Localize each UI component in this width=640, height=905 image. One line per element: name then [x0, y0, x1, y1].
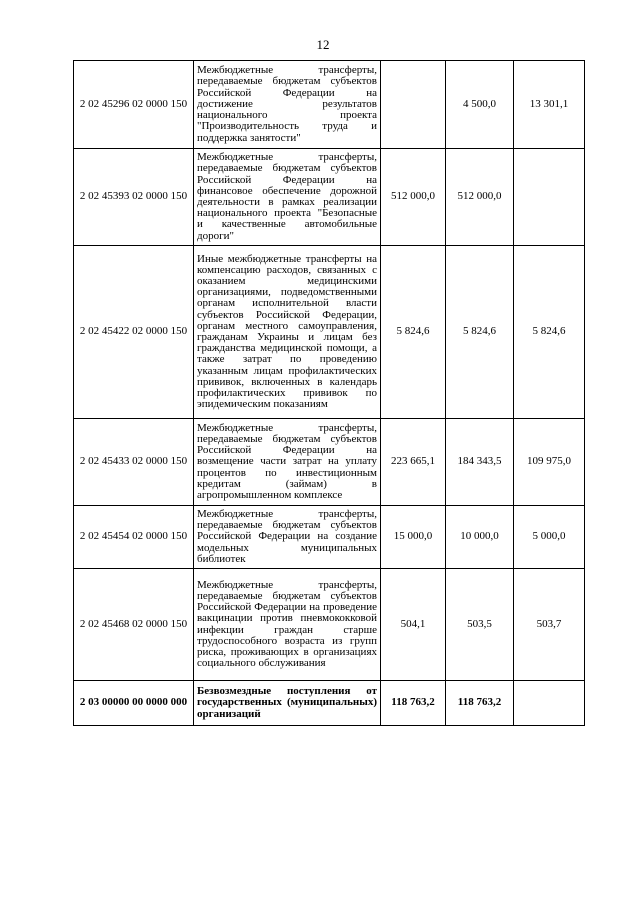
description-cell: Межбюджетные трансферты, передаваемые бюджетам субъектов Российской Федерации на достижение результатов национального проекта "Производительность труда и поддержка занятости"	[194, 61, 381, 149]
value-cell-2: 4 500,0	[446, 61, 514, 149]
value-cell-3: 5 824,6	[514, 246, 585, 419]
value-cell-3: 503,7	[514, 569, 585, 681]
budget-code-cell: 2 02 45468 02 0000 150	[74, 569, 194, 681]
value-cell-1: 15 000,0	[381, 506, 446, 569]
value-cell-3	[514, 149, 585, 246]
value-cell-1: 223 665,1	[381, 419, 446, 506]
value-cell-1: 5 824,6	[381, 246, 446, 419]
value-cell-3: 5 000,0	[514, 506, 585, 569]
table-row	[74, 506, 585, 569]
description-cell: Межбюджетные трансферты, передаваемые бюджетам субъектов Российской Федерации на финансовое обеспечение дорожной деятельности в рамках реализации национального проекта "Безопасные и качественные автомобильные дороги"	[194, 149, 381, 246]
table-row	[74, 419, 585, 506]
value-cell-2: 512 000,0	[446, 149, 514, 246]
value-cell-2: 118 763,2	[446, 681, 514, 726]
description-cell: Безвозмездные поступления от государственных (муниципальных) организаций	[194, 681, 381, 726]
page-number: 12	[316, 37, 330, 52]
value-cell-2: 503,5	[446, 569, 514, 681]
budget-code-cell: 2 02 45296 02 0000 150	[74, 61, 194, 149]
table-row	[74, 61, 585, 149]
description-cell: Межбюджетные трансферты, передаваемые бюджетам субъектов Российской Федерации на проведение вакцинации против пневмококковой инфекции граждан старше трудоспособного возраста из групп риска, проживающих в организациях социального обслуживания	[194, 569, 381, 681]
value-cell-1: 118 763,2	[381, 681, 446, 726]
table-row	[74, 149, 585, 246]
value-cell-2: 5 824,6	[446, 246, 514, 419]
budget-code-cell: 2 02 45393 02 0000 150	[74, 149, 194, 246]
table-row-total	[74, 681, 585, 726]
description-cell: Иные межбюджетные трансферты на компенсацию расходов, связанных с оказанием медицинскими организациями, подведомственными органам исполнительной власти субъектов Российской Федерации, органам местного самоуправления, гражданам Украины и лицам без гражданства медицинской помощи, а также затрат по проведению указанным лицам профилактических прививок, включенных в календарь профилактических прививок по эпидемическим показаниям	[194, 246, 381, 419]
budget-code-cell: 2 02 45454 02 0000 150	[74, 506, 194, 569]
budget-table	[73, 60, 585, 726]
table-row	[74, 569, 585, 681]
value-cell-3: 109 975,0	[514, 419, 585, 506]
budget-code-cell: 2 03 00000 00 0000 000	[74, 681, 194, 726]
value-cell-1	[381, 61, 446, 149]
value-cell-3: 13 301,1	[514, 61, 585, 149]
value-cell-1: 512 000,0	[381, 149, 446, 246]
budget-code-cell: 2 02 45433 02 0000 150	[74, 419, 194, 506]
description-cell: Межбюджетные трансферты, передаваемые бюджетам субъектов Российской Федерации на создание модельных муниципальных библиотек	[194, 506, 381, 569]
value-cell-1: 504,1	[381, 569, 446, 681]
description-cell: Межбюджетные трансферты, передаваемые бюджетам субъектов Российской Федерации на возмещение части затрат на уплату процентов по инвестиционным кредитам (займам) в агропромышленном комплексе	[194, 419, 381, 506]
value-cell-2: 10 000,0	[446, 506, 514, 569]
table-row	[74, 246, 585, 419]
value-cell-2: 184 343,5	[446, 419, 514, 506]
value-cell-3	[514, 681, 585, 726]
budget-code-cell: 2 02 45422 02 0000 150	[74, 246, 194, 419]
